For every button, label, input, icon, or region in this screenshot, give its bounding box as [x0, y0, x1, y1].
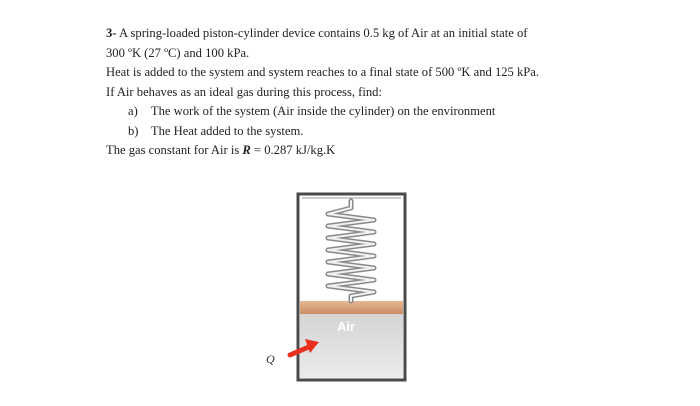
problem-line-1 — [106, 24, 666, 44]
problem-line-2: 300 ºK (27 ºC) and 100 kPa. — [106, 45, 250, 60]
gas-constant-symbol: R — [242, 143, 251, 157]
problem-number: 3- — [106, 26, 117, 40]
air-label: Air — [336, 319, 356, 334]
problem-statement — [106, 24, 666, 161]
piston-cylinder-figure — [250, 188, 450, 388]
gas-constant-prefix: The gas constant for Air is — [106, 143, 243, 157]
question-a — [106, 102, 666, 122]
problem-line-3: Heat is added to the system and system reaches to a final state of 500 ºK and 125 kPa. — [106, 65, 540, 79]
problem-line-4: If Air behaves as an ideal gas during this process, find: — [106, 84, 382, 99]
gas-constant-line — [106, 141, 666, 161]
spring-icon — [328, 201, 374, 301]
question-a-text: The work of the system (Air inside the cylinder) on the environment — [150, 104, 496, 118]
question-b-label: b) — [128, 123, 139, 138]
question-a-label: a) — [128, 104, 138, 118]
gas-constant-value: = 0.287 kJ/kg.K — [250, 143, 336, 157]
question-b — [106, 122, 666, 142]
heat-label: Q — [266, 352, 275, 366]
problem-intro: A spring-loaded piston-cylinder device contains 0.5 kg of Air at an initial state of — [116, 26, 528, 40]
question-b-text: The Heat added to the system. — [150, 123, 304, 138]
